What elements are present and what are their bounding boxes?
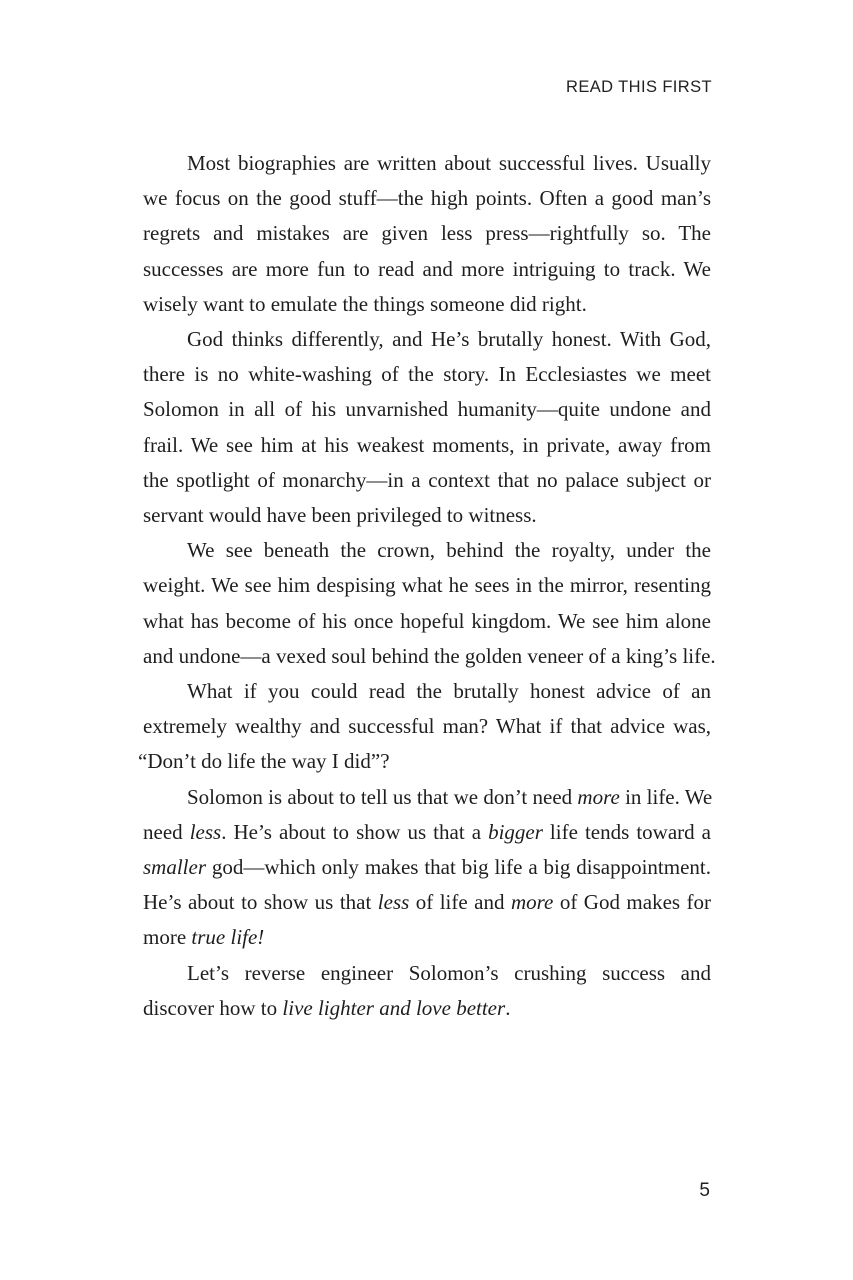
text-line — [143, 819, 711, 845]
text-run: the spotlight of monarchy—in a context that no palace subject or — [143, 467, 711, 492]
text-run: Solomon is about to tell us that we don’t need — [187, 784, 578, 809]
text-line — [143, 854, 711, 880]
text-line — [143, 995, 711, 1021]
italic-text: smaller — [143, 855, 206, 879]
text-run: life tends toward a — [542, 819, 711, 844]
text-line — [187, 537, 711, 563]
italic-text: more — [577, 784, 620, 809]
text-run: need — [143, 819, 190, 844]
text-run: Solomon in all of his unvarnished humanity—quite undone and — [143, 397, 711, 422]
text-line — [138, 748, 706, 774]
text-line — [187, 150, 711, 176]
italic-text: more — [510, 890, 554, 915]
text-run: weight. We see him despising what he sees in the mirror, resenting — [143, 573, 711, 598]
text-line — [143, 889, 711, 915]
text-line — [143, 432, 711, 458]
text-run: what has become of his once hopeful kingdom. We see him alone — [143, 608, 711, 633]
text-run: Most biographies are written about successful lives. Usually — [187, 151, 711, 175]
text-run: discover how to — [143, 995, 283, 1020]
text-line — [143, 256, 711, 282]
text-run: wisely want to emulate the things someone did right. — [143, 291, 587, 316]
italic-text: less — [377, 890, 410, 915]
text-line — [143, 291, 711, 317]
text-run: . — [505, 995, 511, 1020]
text-run: frail. We see him at his weakest moments, in private, away from — [143, 432, 711, 457]
italic-text: less — [189, 819, 222, 844]
text-run: successes are more fun to read and more intriguing to track. We — [143, 256, 711, 281]
italic-text: true life! — [191, 925, 265, 950]
text-line — [187, 326, 711, 352]
text-run: and undone—a vexed soul behind the golden veneer of a king’s life. — [143, 643, 716, 668]
text-run: there is no white-washing of the story. In Ecclesiastes we meet — [143, 362, 711, 387]
text-line — [187, 784, 711, 810]
text-run: Let’s reverse engineer Solomon’s crushing success and — [187, 960, 711, 985]
text-run: in life. We — [619, 784, 713, 809]
text-run: of life and — [409, 890, 511, 915]
text-run: “Don’t do life the way I did”? — [138, 749, 390, 774]
text-line — [143, 185, 711, 211]
text-run: What if you could read the brutally honest advice of an — [187, 679, 711, 703]
text-run: He’s about to show us that — [143, 890, 378, 915]
text-line — [143, 924, 711, 950]
text-run: servant would have been privileged to witness. — [143, 503, 537, 527]
text-run: god—which only makes that big life a big disappointment. — [206, 855, 711, 879]
text-line — [143, 396, 711, 422]
text-line — [143, 502, 711, 528]
text-run: we focus on the good stuff—the high points. Often a good man’s — [143, 186, 711, 211]
text-line — [143, 643, 716, 669]
text-run: more — [143, 925, 192, 950]
text-line — [143, 608, 711, 634]
text-run: We see beneath the crown, behind the royalty, under the — [187, 538, 711, 563]
page-number: 5 — [699, 1180, 710, 1201]
text-line — [143, 220, 711, 246]
text-run: God thinks differently, and He’s brutally honest. With God, — [187, 327, 711, 351]
text-line — [143, 572, 711, 598]
text-run: . He’s about to show us that a — [221, 819, 489, 844]
text-run: of God makes for — [553, 890, 712, 915]
italic-text: bigger — [488, 819, 543, 844]
text-line — [187, 960, 711, 986]
text-line — [143, 361, 711, 387]
text-line — [143, 713, 711, 739]
text-line — [143, 467, 711, 493]
italic-text: live lighter and love better — [282, 995, 506, 1020]
text-line — [187, 678, 711, 704]
text-run: regrets and mistakes are given less press—rightfully so. The — [143, 221, 711, 246]
running-head: READ THIS FIRST — [566, 78, 712, 96]
text-run: extremely wealthy and successful man? What if that advice was, — [143, 714, 711, 739]
